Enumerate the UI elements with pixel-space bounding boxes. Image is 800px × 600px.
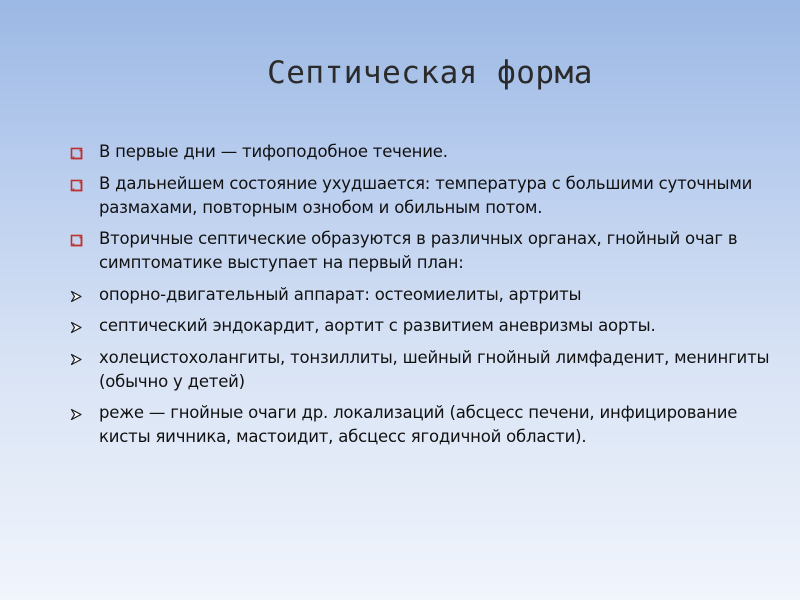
list-item-text: В дальнейшем состояние ухудшается: температура с большими суточными размахами, повторным ознобом и обильным потом.: [99, 173, 753, 217]
list-item-text: холецистохолангиты, тонзиллиты, шейный гнойный лимфаденит, менингиты (обычно у детей): [99, 347, 770, 391]
list-item: [68, 346, 790, 394]
square-bullet-icon: [70, 147, 83, 160]
list-item: [68, 227, 790, 275]
list-item-text: В первые дни — тифоподобное течение.: [99, 142, 448, 161]
list-item: [68, 283, 790, 307]
list-item: [68, 172, 790, 220]
arrow-bullet-icon: [70, 321, 83, 334]
list-item: [68, 314, 790, 338]
list-item: [68, 140, 790, 164]
square-bullet-icon: [70, 234, 83, 247]
slide-title: Септическая форма: [267, 55, 593, 91]
square-bullet-icon: [70, 179, 83, 192]
list-item: [68, 401, 790, 449]
arrow-bullet-icon: [70, 353, 83, 366]
arrow-bullet-icon: [70, 290, 83, 303]
list-item-text: опорно-двигательный аппарат: остеомиелиты, артриты: [99, 284, 582, 304]
arrow-bullet-icon: [70, 408, 83, 421]
list-item-text: реже — гнойные очаги др. локализаций (абсцесс печени, инфицирование кисты яичника, мастоидит, абсцесс ягодичной области).: [99, 403, 738, 446]
list-item-text: Вторичные септические образуются в различных органах, гнойный очаг в симптоматике выступает на первый план:: [99, 229, 738, 272]
bullet-list: [68, 140, 790, 457]
list-item-text: септический эндокардит, аортит с развитием аневризмы аорты.: [99, 316, 656, 335]
